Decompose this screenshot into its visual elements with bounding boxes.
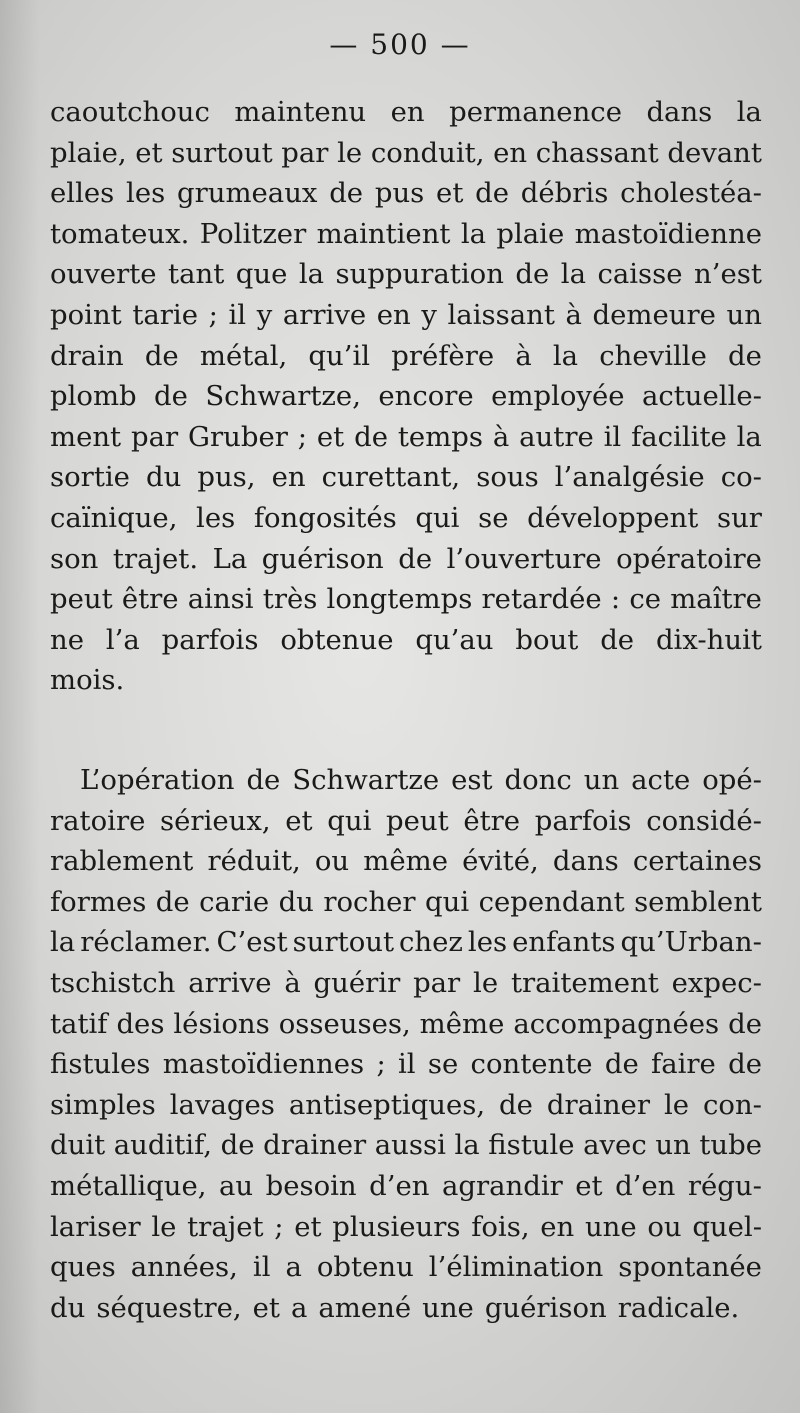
- text-line: duit auditif, de drainer aussi la fistule avec un tube: [50, 1129, 762, 1162]
- text-line: plaie, et surtout par le conduit, en chassant devant: [50, 136, 762, 169]
- text-line: drain de métal, qu’il préfère à la cheville de: [50, 339, 762, 372]
- text-line: fistules mastoïdiennes ; il se contente de faire de: [50, 1048, 762, 1081]
- text-line: L’opération de Schwartze est donc un acte opé-: [80, 764, 762, 796]
- text-line: formes de carie du rocher qui cependant semblent: [50, 885, 762, 918]
- text-line: tatif des lésions osseuses, même accompagnées de: [50, 1007, 762, 1040]
- text-line: métallique, au besoin d’en agrandir et d’en régu-: [50, 1169, 762, 1202]
- text-line: plomb de Schwartze, encore employée actuelle-: [50, 380, 762, 413]
- text-line: ouverte tant que la suppuration de la caisse n’est: [50, 258, 762, 291]
- text-line: la réclamer. C’est surtout chez les enfants qu’Urban-: [50, 926, 762, 959]
- text-line: ratoire sérieux, et qui peut être parfois considé-: [50, 804, 762, 837]
- text-line: sortie du pus, en curettant, sous l’analgésie co-: [50, 461, 762, 494]
- text-line: rablement réduit, ou même évité, dans certaines: [50, 845, 762, 878]
- paragraph-1: [50, 92, 762, 701]
- text-line: son trajet. La guérison de l’ouverture opératoire: [50, 542, 762, 575]
- binding-shadow: [0, 0, 40, 1413]
- text-line: elles les grumeaux de pus et de débris cholestéa-: [50, 177, 762, 210]
- text-line: mois.: [50, 664, 125, 697]
- text-line: tomateux. Politzer maintient la plaie mastoïdienne: [50, 217, 762, 250]
- text-line: lariser le trajet ; et plusieurs fois, en une ou quel-: [50, 1210, 762, 1243]
- text-line: simples lavages antiseptiques, de drainer le con-: [50, 1088, 762, 1121]
- text-line: caoutchouc maintenu en permanence dans la: [50, 96, 762, 128]
- text-line: ques années, il a obtenu l’élimination spontanée: [50, 1251, 762, 1284]
- text-line: peut être ainsi très longtemps retardée : ce maître: [50, 583, 762, 616]
- paragraph-2: [50, 760, 762, 1328]
- text-line: ment par Gruber ; et de temps à autre il facilite la: [50, 420, 762, 453]
- text-line: du séquestre, et a amené une guérison radicale.: [50, 1291, 740, 1324]
- text-line: point tarie ; il y arrive en y laissant à demeure un: [50, 298, 762, 331]
- page-number: — 500 —: [329, 28, 471, 61]
- text-line: tschistch arrive à guérir par le traitement expec-: [50, 966, 762, 999]
- text-line: caïnique, les fongosités qui se développent sur: [50, 501, 762, 534]
- text-line: ne l’a parfois obtenue qu’au bout de dix-huit: [50, 623, 762, 656]
